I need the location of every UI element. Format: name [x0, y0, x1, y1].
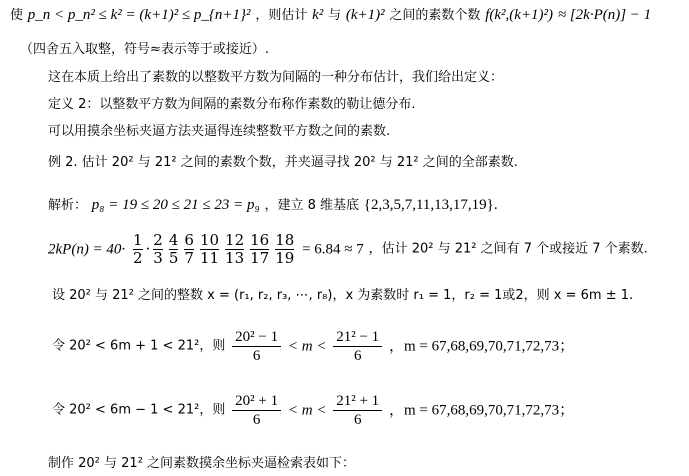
fraction: $\frac{10}{11}$: [199, 231, 220, 267]
case2-lead: 令 20² < 6m − 1 < 21²，则: [52, 402, 226, 418]
paragraph-essence: 这在本质上给出了素数的以整数平方数为间隔的一种分布估计，我们给出定义：: [48, 70, 504, 85]
line-prime-square-interval: [10, 4, 651, 26]
table-intro: 制作 20² 与 21² 之间素数摸余坐标夹逼检索表如下：: [48, 456, 356, 471]
estimate-note: ，估计 20² 与 21² 之间有 7 个或接近 7 个素数.: [368, 241, 648, 257]
rounding-note: （四舍五入取整，符号≈表示等于或接近）.: [20, 42, 270, 57]
case2-vals: ，m = 67,68,69,70,71,72,73；: [388, 402, 575, 419]
fraction: $\frac{2}{3}$: [153, 231, 163, 267]
math-f: f(k²,(k+1)²): [485, 7, 554, 23]
math-inequality: p_n < p_n² ≤ k² = (k+1)² ≤ p_{n+1}²: [27, 7, 251, 23]
estimate-fractions: $\frac{1}{2}$ · $\frac{2}{3}$ $\frac{4}{5}$ $\frac{6}{7}$ $\frac{10}{11}$ $\frac{12}{13}$ $\frac{16}{17}$ $\frac{18}{19}$: [132, 231, 295, 267]
analysis-line: [48, 194, 498, 216]
definition-2: 定义 2：以整数平方数为间隔的素数分布称作素数的勒让德分布.: [48, 97, 416, 112]
estimate-line: [48, 232, 648, 267]
estimate-lhs: 2kP(n) = 40·: [48, 241, 126, 258]
analysis-inequality: p₈ = 19 ≤ 20 ≤ 21 ≤ 23 = p₉: [91, 197, 260, 213]
fraction: $\frac{\text{20² + 1}}{6}$: [232, 392, 281, 429]
fraction: $\frac{18}{19}$: [275, 231, 295, 267]
fraction: $\frac{6}{7}$: [184, 231, 194, 267]
fraction: $\frac{4}{5}$: [168, 231, 179, 267]
text-lead: 使: [10, 8, 24, 23]
case1-mid: < m <: [287, 338, 327, 355]
case-1-line: [52, 328, 574, 365]
case-2-line: [52, 392, 574, 429]
analysis-basis: {2,3,5,7,11,13,17,19}.: [363, 197, 498, 213]
paragraph-method: 可以用摸余坐标夹逼方法夹逼得连续整数平方数之间的素数.: [48, 124, 391, 139]
case2-mid: < m <: [287, 402, 327, 419]
estimate-result: = 6.84 ≈ 7: [302, 241, 364, 258]
setup-line: 设 20² 与 21² 之间的整数 x = (r₁, r₂, r₃, ⋯, r₈)，x 为素数时 r₁ = 1，r₂ = 1或2，则 x = 6m ± 1.: [52, 288, 634, 303]
case1-vals: ，m = 67,68,69,70,71,72,73；: [388, 338, 575, 355]
fraction: $\frac{\text{20² − 1}}{6}$: [232, 328, 281, 365]
fraction: $\frac{\text{21² + 1}}{6}$: [333, 392, 382, 429]
math-k-squared: k²: [312, 7, 324, 23]
fraction: $\frac{16}{17}$: [250, 231, 270, 267]
text-mid3: 之间的素数个数: [389, 8, 481, 23]
fraction: $\frac{\text{21² − 1}}{6}$: [333, 328, 382, 365]
fraction: $\frac{12}{13}$: [225, 231, 245, 267]
fraction: $\frac{1}{2}$: [132, 231, 143, 267]
text-mid2: 与: [328, 8, 342, 23]
case1-lead: 令 20² < 6m + 1 < 21²，则: [52, 338, 226, 354]
text-mid: ，则估计: [255, 8, 308, 23]
analysis-rest: ，建立 8 维基底: [264, 198, 359, 213]
analysis-label: 解析：: [48, 198, 88, 213]
math-rhs: ≈ [2k·P(n)] − 1: [557, 7, 652, 23]
example-2-heading: 例 2. 估计 20² 与 21² 之间的素数个数，并夹逼寻找 20² 与 21² 之间的全部素数.: [48, 155, 518, 170]
math-k1-squared: (k+1)²: [345, 7, 385, 23]
